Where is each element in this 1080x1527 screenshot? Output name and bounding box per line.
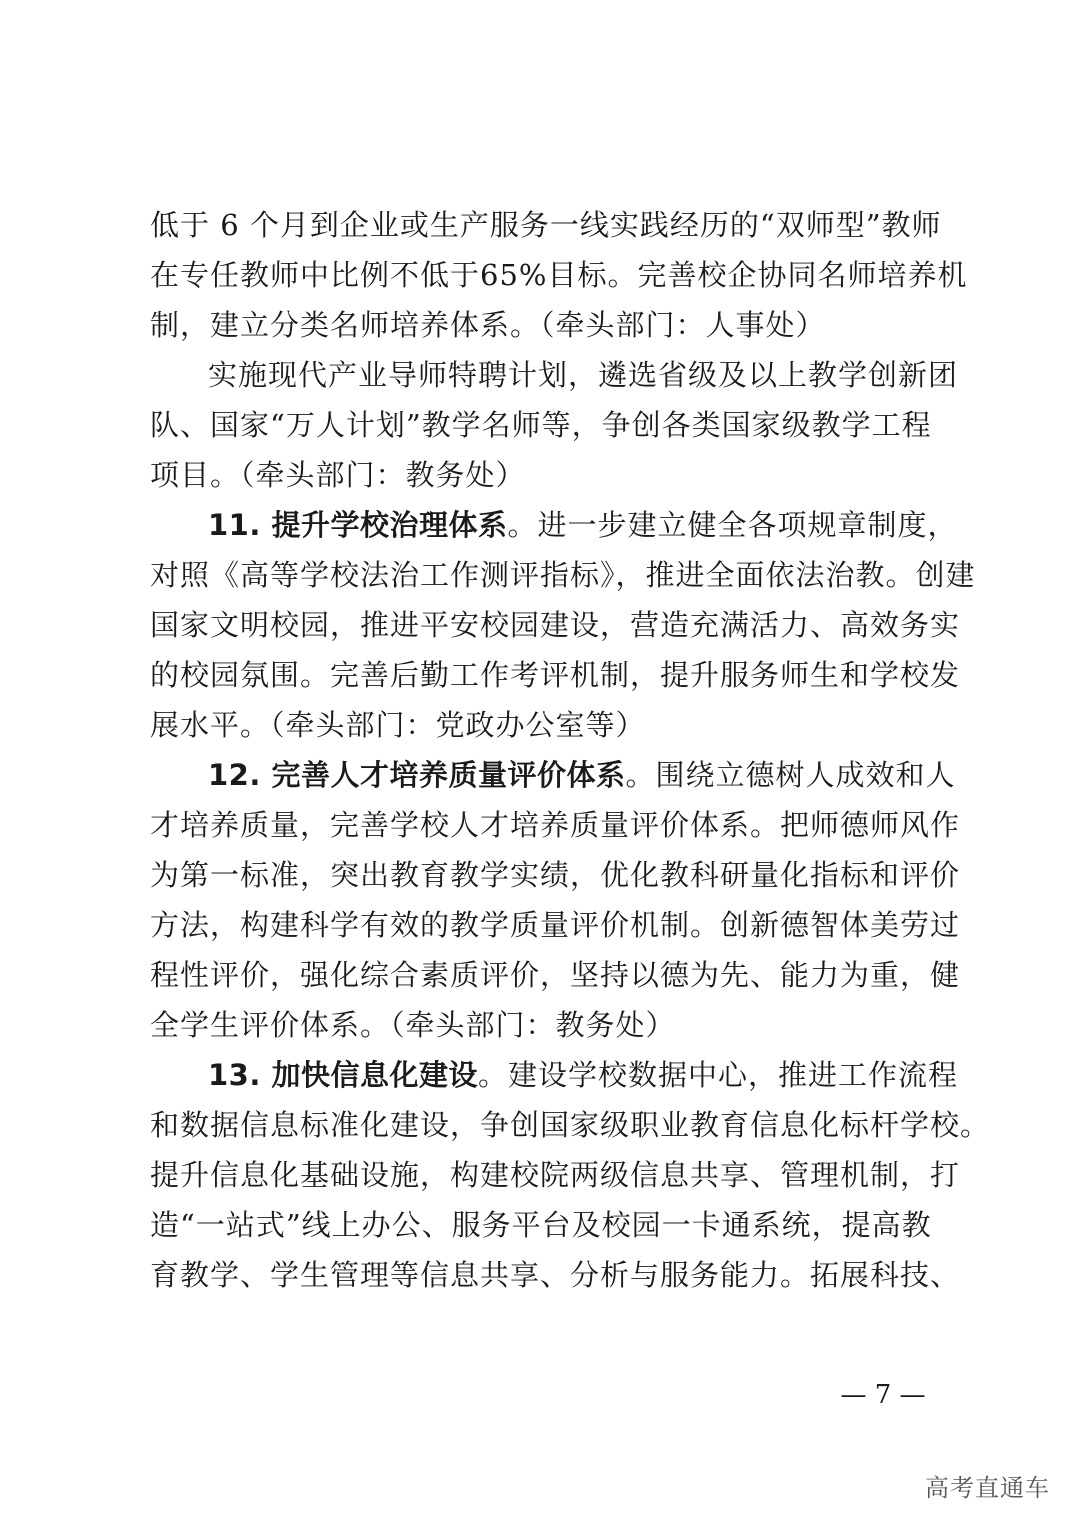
section-12-heading: 12. 完善人才培养质量评价体系: [208, 758, 626, 792]
watermark: 高考直通车: [925, 1474, 1050, 1502]
paragraph-line: 方法，构建科学有效的教学质量评价机制。创新德智体美劳过: [150, 908, 961, 942]
paragraph-line: 才培养质量，完善学校人才培养质量评价体系。把师德师风作: [150, 808, 961, 842]
section-12-first-line: [150, 750, 956, 800]
paragraph-line: 在专任教师中比例不低于65%目标。完善校企协同名师培养机: [150, 258, 968, 292]
document-body: [150, 200, 991, 1300]
paragraph-line: 全学生评价体系。（牵头部门：教务处）: [150, 1008, 676, 1042]
paragraph-line: 的校园氛围。完善后勤工作考评机制，提升服务师生和学校发: [150, 658, 961, 692]
paragraph-line: 队、国家“万人计划”教学名师等，争创各类国家级教学工程: [150, 408, 932, 442]
paragraph-line: 国家文明校园，推进平安校园建设，营造充满活力、高效务实: [150, 608, 961, 642]
paragraph-line: 育教学、学生管理等信息共享、分析与服务能力。拓展科技、: [150, 1258, 961, 1292]
page-number: — 7 —: [840, 1380, 926, 1410]
paragraph-line: 项目。（牵头部门：教务处）: [150, 458, 526, 492]
section-11-intro: 。进一步建立健全各项规章制度，: [507, 508, 958, 542]
section-11-first-line: [150, 500, 958, 550]
section-13-intro: 。建设学校数据中心，推进工作流程: [477, 1058, 958, 1092]
paragraph-line: 实施现代产业导师特聘计划，遴选省级及以上教学创新团: [208, 358, 959, 392]
section-13-heading: 13. 加快信息化建设: [208, 1058, 478, 1092]
paragraph-line: 低于 6 个月到企业或生产服务一线实践经历的“双师型”教师: [150, 208, 942, 242]
section-12-intro: 。围绕立德树人成效和人: [625, 758, 956, 792]
paragraph-line: 提升信息化基础设施，构建校院两级信息共享、管理机制，打: [150, 1158, 961, 1192]
paragraph-line: 和数据信息标准化建设，争创国家级职业教育信息化标杆学校。: [150, 1108, 991, 1142]
paragraph-line: 展水平。（牵头部门：党政办公室等）: [150, 708, 646, 742]
section-11-heading: 11. 提升学校治理体系: [208, 508, 508, 542]
section-13-first-line: [150, 1050, 958, 1100]
paragraph-line: 为第一标准，突出教育教学实绩，优化教科研量化指标和评价: [150, 858, 961, 892]
paragraph-line: 对照《高等学校法治工作测评指标》，推进全面依法治教。创建: [150, 558, 976, 592]
paragraph-line: 程性评价，强化综合素质评价，坚持以德为先、能力为重，健: [150, 958, 961, 992]
paragraph-line: 造“一站式”线上办公、服务平台及校园一卡通系统，提高教: [150, 1208, 932, 1242]
paragraph-line: 制，建立分类名师培养体系。（牵头部门：人事处）: [150, 308, 826, 342]
